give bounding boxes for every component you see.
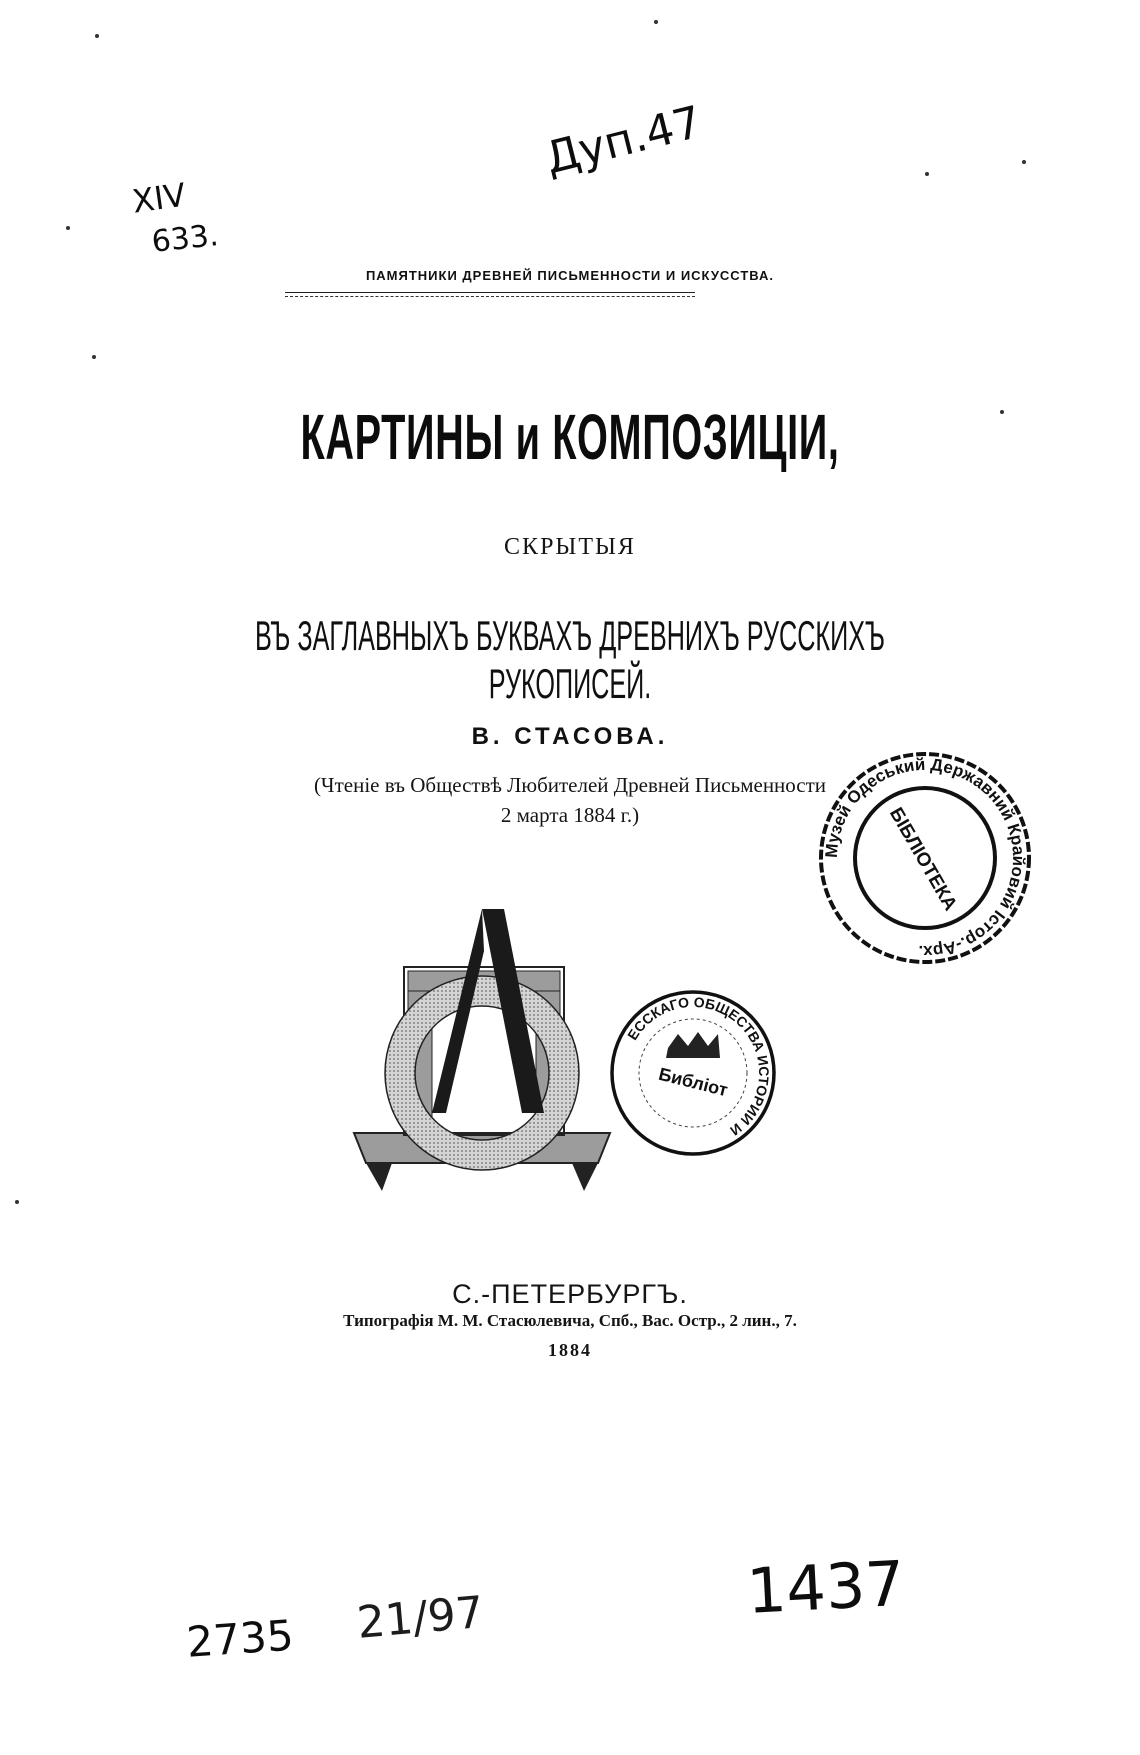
header-rule-dashed (285, 296, 695, 297)
header-rule-solid (285, 292, 695, 293)
page-title: КАРТИНЫ и КОМПОЗИЦІИ, (300, 401, 840, 473)
dust-speck (95, 34, 99, 38)
series-header: ПАМЯТНИКИ ДРЕВНЕЙ ПИСЬМЕННОСТИ И ИСКУССТВА. (365, 268, 775, 283)
society-stamp-center-text: Библіот (656, 1063, 730, 1101)
society-stamp-ring-text: ЕССКАГО ОБЩЕСТВА ИСТОРИИ И (624, 993, 773, 1139)
reading-note-line-2: 2 марта 1884 г.) (500, 803, 640, 827)
handwritten-top-note: Дуп.47 (540, 96, 707, 185)
library-stamp-center-text: БІБЛІОТЕКА (884, 804, 961, 915)
imprint-city: С.-ПЕТЕРБУРГЪ. (452, 1279, 688, 1309)
imprint-printer: Типографія М. М. Стасюлевича, Спб., Вас. Остр., 2 лин., 7. (343, 1311, 797, 1330)
imprint-year: 1884 (548, 1340, 592, 1360)
dust-speck (15, 1200, 19, 1204)
publisher-emblem (352, 905, 612, 1195)
dust-speck (92, 355, 96, 359)
dust-speck (925, 172, 929, 176)
handwritten-fraction: 21/97 (355, 1586, 486, 1649)
subject-line: ВЪ ЗАГЛАВНЫХЪ БУКВАХЪ ДРЕВНИХЪ РУССКИХЪ РУКОПИСЕЙ. (255, 612, 885, 707)
library-stamp (815, 748, 1035, 968)
subtitle: СКРЫТЫЯ (504, 534, 636, 560)
handwritten-number-2735: 2735 (185, 1610, 296, 1667)
society-stamp (608, 988, 778, 1158)
reading-note-line-1: (Чтеніе въ Обществѣ Любителей Древней Письменности (313, 773, 827, 797)
dust-speck (1022, 160, 1026, 164)
author: В. СТАСОВА. (471, 723, 669, 750)
handwritten-number-1437: 1437 (745, 1546, 907, 1628)
handwritten-shelfmark-2: 633. (150, 218, 221, 260)
dust-speck (66, 226, 70, 230)
dust-speck (654, 20, 658, 24)
dust-speck (1000, 410, 1004, 414)
library-stamp-ring-text: Музей Одеський Державний Крайовий Істор.-Арх. (821, 754, 1029, 962)
handwritten-shelfmark-1: XIV (130, 175, 189, 221)
